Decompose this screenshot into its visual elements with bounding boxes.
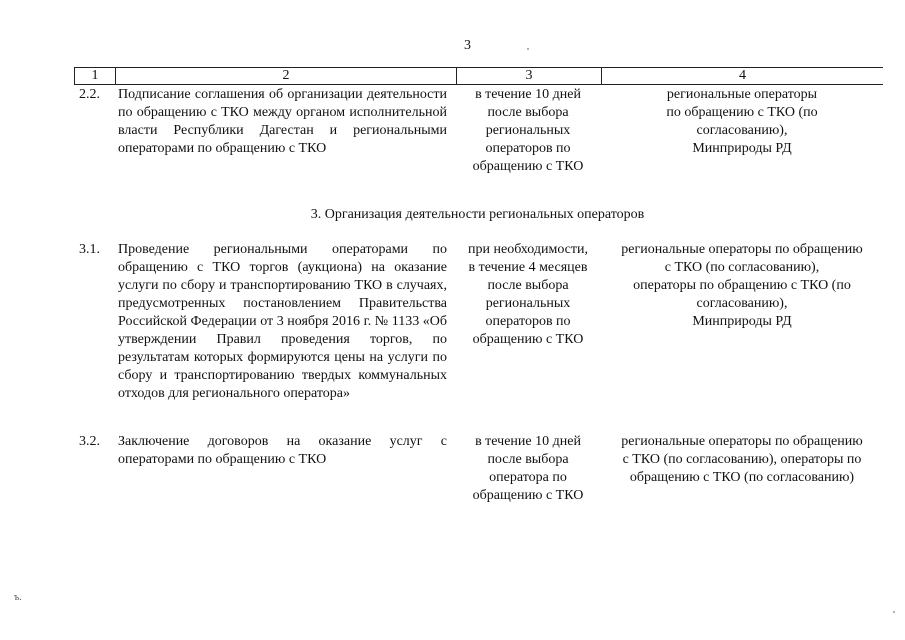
table-header-row [74,67,883,85]
deadline-line: обращению с ТКО [472,159,584,174]
row-description: Заключение договоров на оказание услуг с операторами по обращению с ТКО [118,434,447,467]
scan-speck [527,48,529,50]
row-responsible [607,86,877,158]
responsible-line: согласованию), [696,296,788,311]
scan-speck [893,611,895,613]
responsible-line: операторы по обращению с ТКО (по [633,278,851,293]
margin-mark: ъ. [14,592,22,603]
deadline-line: в течение 10 дней [475,87,581,102]
responsible-line: согласованию), [696,123,788,138]
deadline-line: операторов по [485,141,571,156]
deadline-line: после выбора [487,278,569,293]
responsible-line: Минприроды РД [692,141,792,156]
responsible-line: Минприроды РД [692,314,792,329]
row-deadline [463,433,593,505]
table-header-col-1: 1 [75,68,116,84]
deadline-line: операторов по [485,314,571,329]
deadline-line: после выбора [487,452,569,467]
row-responsible [607,433,877,487]
responsible-line: с ТКО (по согласованию), [664,260,820,275]
deadline-line: региональных [485,296,571,311]
deadline-line: обращению с ТКО [472,488,584,503]
row-responsible [607,241,877,331]
table-header-col-4: 4 [739,68,746,83]
table-header-col-2: 2 [116,68,457,84]
deadline-line: в течение 10 дней [475,434,581,449]
responsible-line: региональные операторы по обращению [621,434,863,449]
table-header-col-3: 3 [457,68,602,84]
deadline-line: региональных [485,123,571,138]
responsible-line: по обращению с ТКО (по [666,105,818,120]
deadline-line: в течение 4 месяцев [468,260,588,275]
responsible-line: с ТКО (по согласованию), операторы по [622,452,862,467]
responsible-line: обращению с ТКО (по согласованию) [629,470,855,485]
deadline-line: обращению с ТКО [472,332,584,347]
row-deadline [463,86,593,176]
section-title: 3. Организация деятельности региональных операторов [310,207,645,222]
row-number: 3.1. [79,242,100,257]
deadline-line: при необходимости, [468,242,588,257]
row-description: Проведение региональными операторами по обращению с ТКО торгов (аукциона) на оказание услуги по сбору и транспортированию ТКО в случаях, предусмотренных постановлением Правительства Российской Федерации от 3 ноября 2016 г. № 1133 «Об утверждении Правил проведения торгов, по результатам которых формируются цены на услуги по сбору и транспортированию твердых коммунальных отходов для регионального оператора» [118,242,447,401]
row-number: 3.2. [79,434,100,449]
page-number: 3 [464,38,471,53]
row-number: 2.2. [79,87,100,102]
responsible-line: региональные операторы [666,87,818,102]
deadline-line: после выбора [487,105,569,120]
deadline-line: оператора по [489,470,567,485]
responsible-line: региональные операторы по обращению [621,242,863,257]
row-deadline [463,241,593,349]
row-description: Подписание соглашения об организации деятельности по обращению с ТКО между органом исполнительной власти Республики Дагестан и региональными операторами по обращению с ТКО [118,87,447,156]
